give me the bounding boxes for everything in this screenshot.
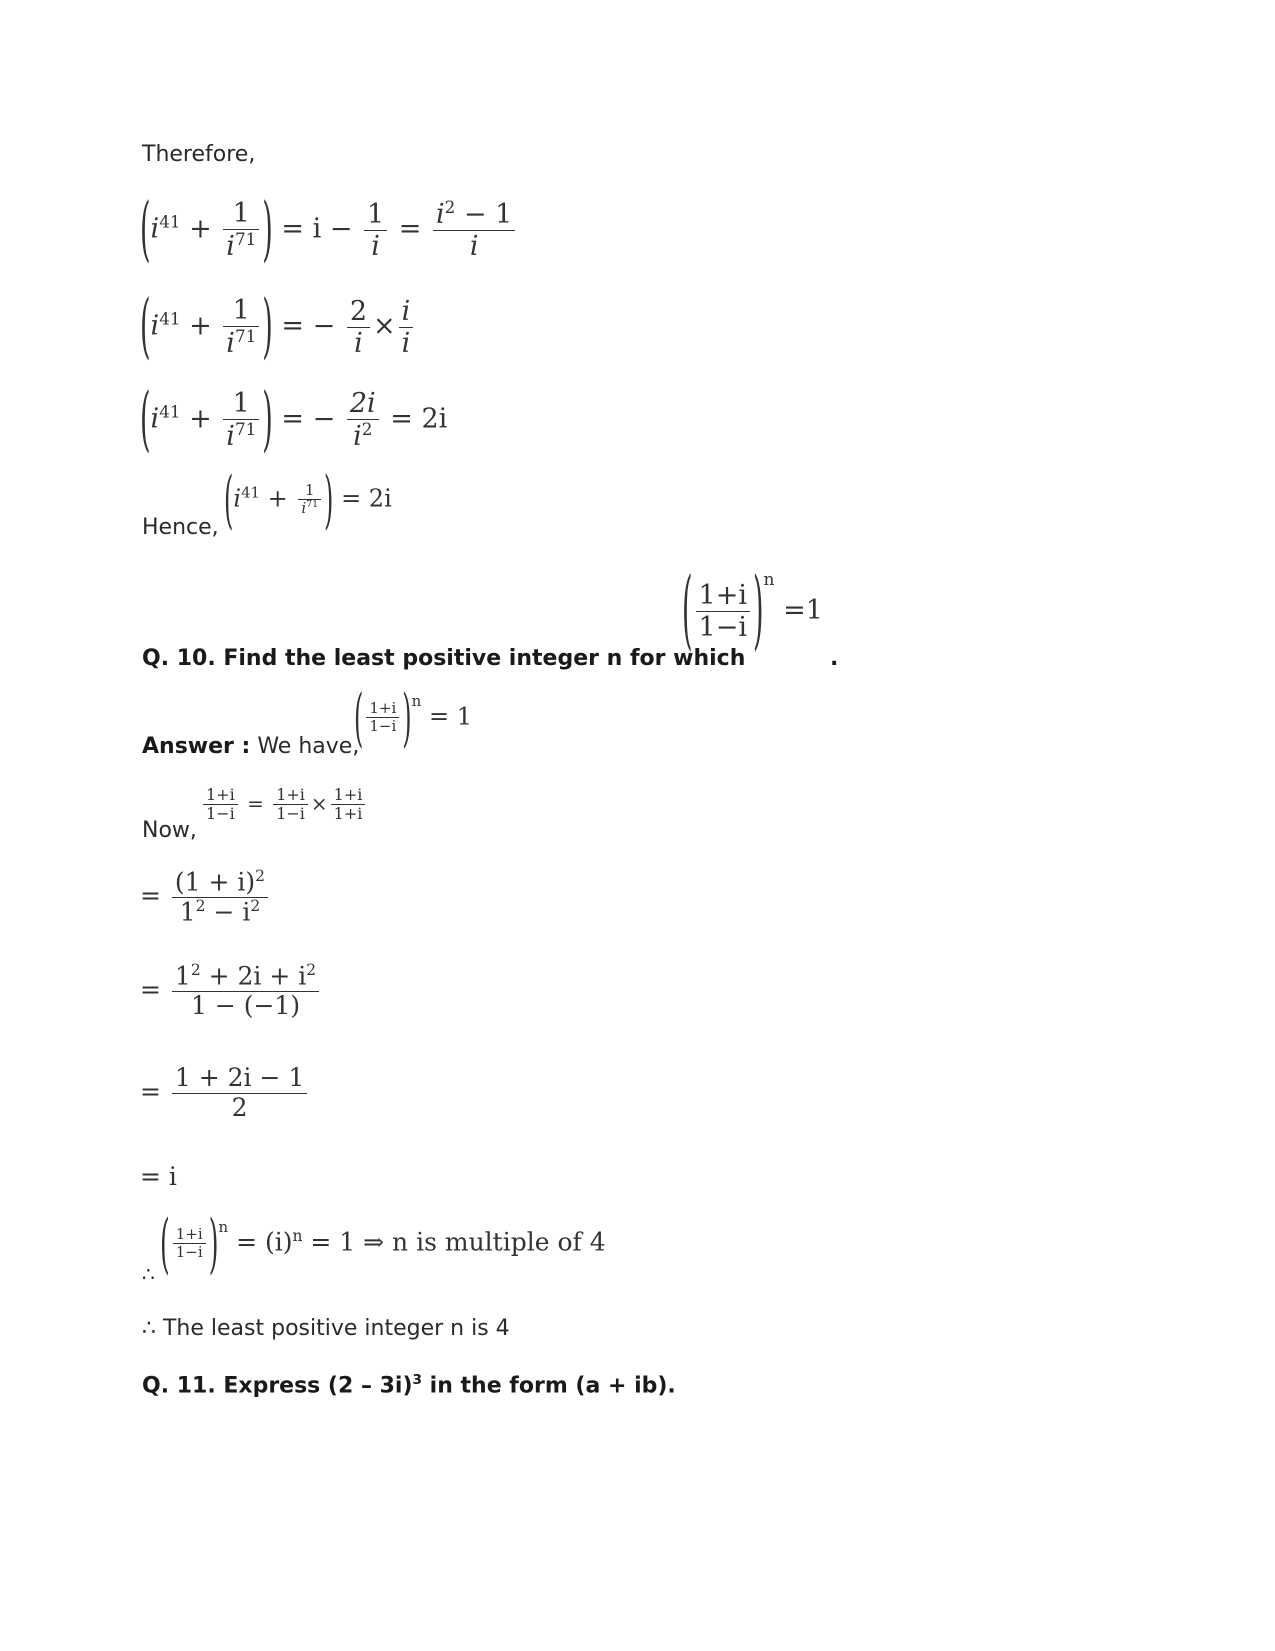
- question-10-equation: ( $\frac{1+i}{1-i}$ )$^n$ =1: [682, 561, 823, 662]
- question-11-text: Q. 11. Express (2 – 3i)$^3$ in the form (a + ib).: [142, 1372, 676, 1399]
- step-2-equation: = $\frac{1^2 + 2i + i^2}{1 - (-1)}$: [140, 962, 322, 1021]
- step-3-equation: = $\frac{1 + 2i - 1}{2}$: [140, 1064, 310, 1123]
- answer-equation: ( $\frac{1+i}{1-i}$ )$^n$ = 1: [354, 681, 472, 755]
- question-10-period: .: [830, 646, 839, 671]
- therefore-symbol: ∴: [142, 1262, 155, 1286]
- now-label: Now,: [142, 818, 197, 843]
- step-1-equation: = $\frac{(1 + i)^2}{1^2 - i^2}$: [140, 868, 271, 927]
- answer-line: [142, 734, 359, 759]
- equation-2: ($i^{41}$ + $\frac{1}{i^{71}}$ ) = − $\frac{2}{i}$ × $\frac{i}{i}$: [140, 295, 416, 359]
- hence-label: Hence,: [142, 515, 219, 540]
- hence-equation: ($i^{41}$ + $\frac{1}{i^{71}}$ ) = 2i: [224, 463, 392, 537]
- therefore-label: Therefore,: [142, 142, 256, 167]
- step-4-equation: = i: [140, 1162, 177, 1191]
- answer-text: We have,: [257, 734, 360, 759]
- equation-3: ($i^{41}$ + $\frac{1}{i^{71}}$ ) = − $\frac{2i}{i^2}$ = 2i: [140, 379, 448, 461]
- now-equation: $\frac{1+i}{1-i}$ = $\frac{1+i}{1-i}$ × $\frac{1+i}{1+i}$: [200, 786, 368, 824]
- answer-label: Answer :: [142, 734, 251, 759]
- least-integer-text: ∴ The least positive integer n is 4: [142, 1316, 510, 1341]
- conclusion-equation: ( $\frac{1+i}{1-i}$ )$^n = (i)^n = 1$ ⇒ n is multiple of 4: [160, 1206, 606, 1282]
- equation-1: ($i^{41}$ + $\frac{1}{i^{71}}$ ) = i − $\frac{1}{i}$ = $\frac{i^2 - 1}{i}$: [140, 198, 518, 262]
- question-10-text: Q. 10. Find the least positive integer n for which: [142, 646, 746, 671]
